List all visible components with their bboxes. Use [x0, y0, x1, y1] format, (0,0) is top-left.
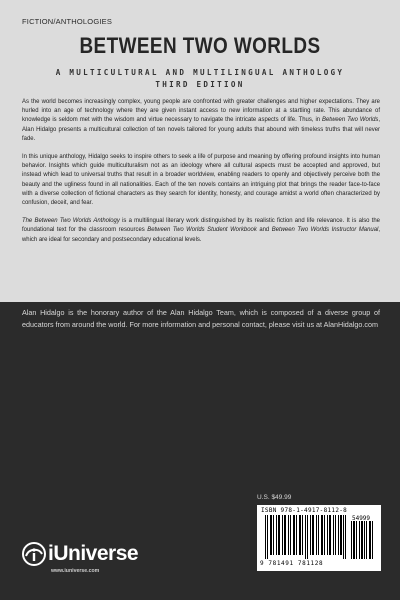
description-paragraph-3: The Between Two Worlds Anthology is a multilingual literary work distinguished by its realistic fiction and life relevance. It is also the foundational text for the classroom resources Between Two Worlds Student Workbook and Between Two Worlds Instructor Manual, which are ideal for secondary and postsecondary educational levels. — [22, 218, 380, 243]
description — [22, 98, 380, 254]
barcode-block — [257, 505, 381, 571]
publisher-logo — [22, 541, 138, 567]
barcode-icon — [263, 515, 375, 559]
book-subtitle: A MULTICULTURAL AND MULTILINGUAL ANTHOLOGY — [55, 68, 345, 77]
publisher-url: www.iuniverse.com — [51, 568, 100, 574]
ean-number: 9 781491 781128 — [260, 560, 324, 567]
book-title: BETWEEN TWO WORLDS — [79, 33, 321, 58]
edition-label: THIRD EDITION — [155, 80, 245, 89]
genre-label: FICTION/ANTHOLOGIES — [22, 17, 113, 26]
publisher-name: iUniverse — [48, 542, 139, 565]
description-paragraph-1: As the world becomes increasingly complex, young people are confronted with greater challenges and higher expectations. They are hurled into an age of technology where they are given instant access to new information at a startling rate. This abundance of knowledge is seldom met with the wisdom and virtue necessary to navigate the intricate aspects of life. Thus, in Between Two Worlds, Alan Hidalgo presents a multicultural collection of ten novels tailored for young adults that abound with timeless truths that will never fade. — [22, 99, 380, 142]
price-code: 54999 — [351, 515, 371, 522]
author-bio: Alan Hidalgo is the honorary author of the Alan Hidalgo Team, which is composed of a diverse group of educators from around the world. For more information and personal contact, please visit us at AlanHidalgo.com — [22, 308, 380, 329]
isbn-label: ISBN 978-1-4917-8112-8 — [261, 507, 348, 514]
iuniverse-swirl-icon — [22, 542, 46, 566]
price-label: U.S. $49.99 — [257, 494, 292, 501]
description-paragraph-2: In this unique anthology, Hidalgo seeks to inspire others to seek a life of purpose and meaning by offering profound insights into human behavior. Insights which guide multiculturalism not as an ideology where all cultural aspects must be accepted and approved, but instead which lead to universal truths that result in a broader worldview, enabling readers to openly and objectively perceive both the beauty and the ugliness found in all nationalities. Each of the ten novels contains an intriguing plot that brings the reader face-to-face with a diverse collection of fictional characters as they search for identity, honesty, and courage amidst a world often characterized by confusion, deceit, and fear. — [22, 154, 380, 207]
